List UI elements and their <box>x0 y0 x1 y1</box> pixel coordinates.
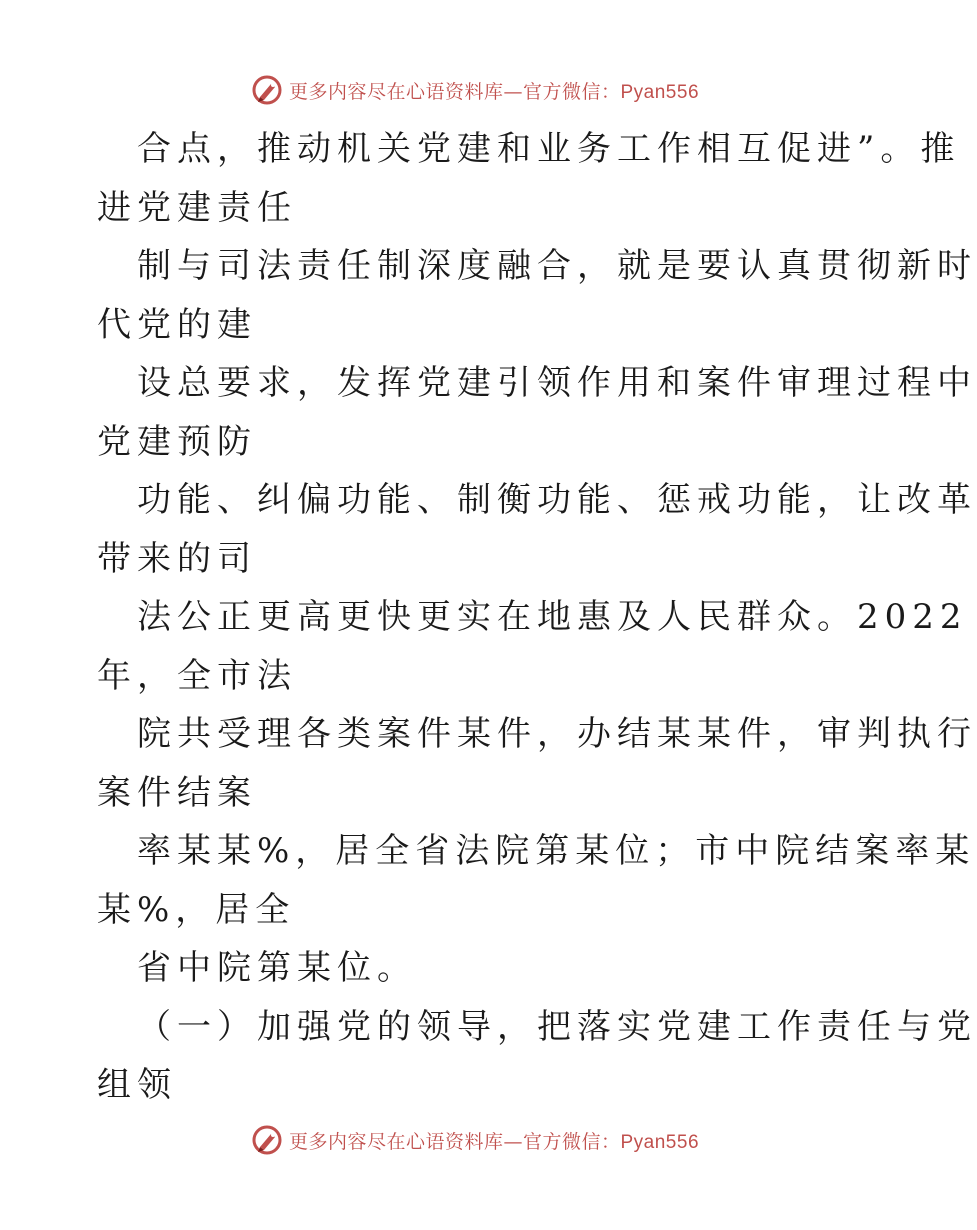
watermark-main: 更多内容尽在心语资料库—官方微信： <box>288 80 621 103</box>
pen-logo-icon <box>251 1124 283 1156</box>
text-line: 率某某%，居全省法院第某位；市中院结案率某 <box>137 831 976 871</box>
watermark-text <box>289 77 699 104</box>
text-line: 院共受理各类案件某件，办结某某件，审判执行 <box>137 714 977 754</box>
text-line: 省中院第某位。 <box>137 948 417 988</box>
text-line: 进党建责任 <box>97 187 297 228</box>
text-line: 法公正更高更快更实在地惠及人民群众。2022 <box>137 597 968 637</box>
text-line: 案件结案 <box>97 772 257 813</box>
text-line: 功能、纠偏功能、制衡功能、惩戒功能，让改革 <box>137 480 977 520</box>
text-line: 组领 <box>97 1065 177 1105</box>
watermark-wechat-id: Pyan556 <box>620 81 700 103</box>
watermark-text <box>289 1127 699 1154</box>
text-line: 设总要求，发挥党建引领作用和案件审理过程中 <box>137 363 977 403</box>
text-line: 合点，推动机关党建和业务工作相互促进”。推 <box>137 129 961 169</box>
text-line: 代党的建 <box>97 304 257 345</box>
pen-logo-icon <box>251 74 283 106</box>
text-line: 带来的司 <box>97 538 257 579</box>
header-watermark <box>0 70 950 110</box>
document-body <box>97 120 977 1115</box>
text-line: 制与司法责任制深度融合，就是要认真贯彻新时 <box>137 246 977 286</box>
text-line: 某%，居全 <box>97 889 296 930</box>
watermark-wechat-id: Pyan556 <box>620 1131 700 1153</box>
text-line: 年，全市法 <box>97 655 297 696</box>
footer-watermark <box>0 1120 950 1160</box>
text-line: （一）加强党的领导，把落实党建工作责任与党 <box>137 1006 977 1047</box>
text-line: 党建预防 <box>97 421 257 462</box>
watermark-main: 更多内容尽在心语资料库—官方微信： <box>288 1130 621 1153</box>
